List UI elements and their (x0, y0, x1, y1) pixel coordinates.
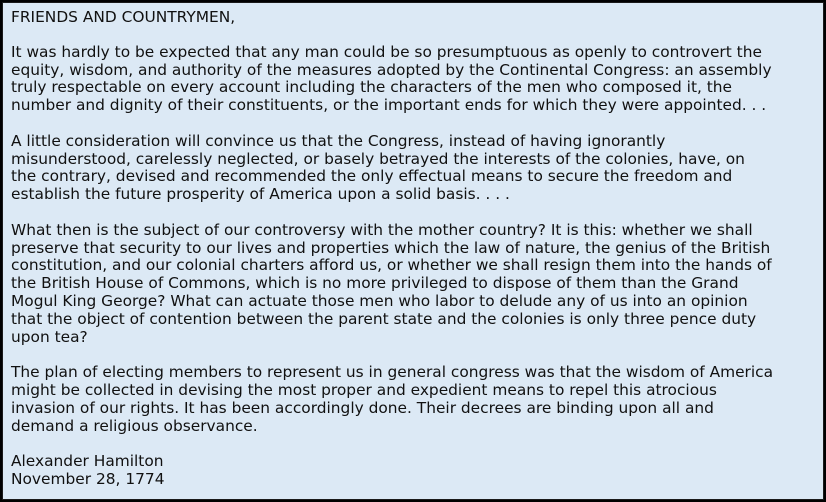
salutation: FRIENDS AND COUNTRYMEN, (11, 8, 236, 26)
paragraph-1: It was hardly to be expected that any man could be so presumptuous as openly to controvert the equity, wisdom, and authority of the measures adopted by the Continental Congress: an assembly truly respectable on every account including the characters of the men who composed it, the number and dignity of their constituents, or the important ends for which they were appointed. . . (11, 42, 772, 115)
paragraph-3: What then is the subject of our controversy with the mother country? It is this: whether we shall preserve that security to our lives and properties which the law of nature, the genius of the British constitution, and our colonial charters afford us, or whether we shall resign them into the hands of the British House of Commons, which is no more privileged to dispose of them than the Grand Mogul King George? What can actuate those men who labor to delude any of us into an opinion that the object of contention between the parent state and the colonies is only three pence duty upon tea? (11, 220, 772, 346)
letter-date: November 28, 1774 (11, 469, 165, 488)
paragraph-4: The plan of electing members to represent us in general congress was that the wisdom of America might be collected in devising the most proper and expedient means to repel this atrocious invasion of our rights. It has been accordingly done. Their decrees are binding upon all and demand a religious observance. (11, 363, 774, 435)
author-name: Alexander Hamilton (11, 452, 164, 471)
letter-panel (2, 2, 824, 500)
signature-block (11, 453, 815, 489)
paragraph-2: A little consideration will convince us that the Congress, instead of having ignorantly misunderstood, carelessly neglected, or basely betrayed the interests of the colonies, have, on the contrary, devised and recommended the only effectual means to secure the freedom and establish the future prosperity of America upon a solid basis. . . . (11, 131, 745, 204)
